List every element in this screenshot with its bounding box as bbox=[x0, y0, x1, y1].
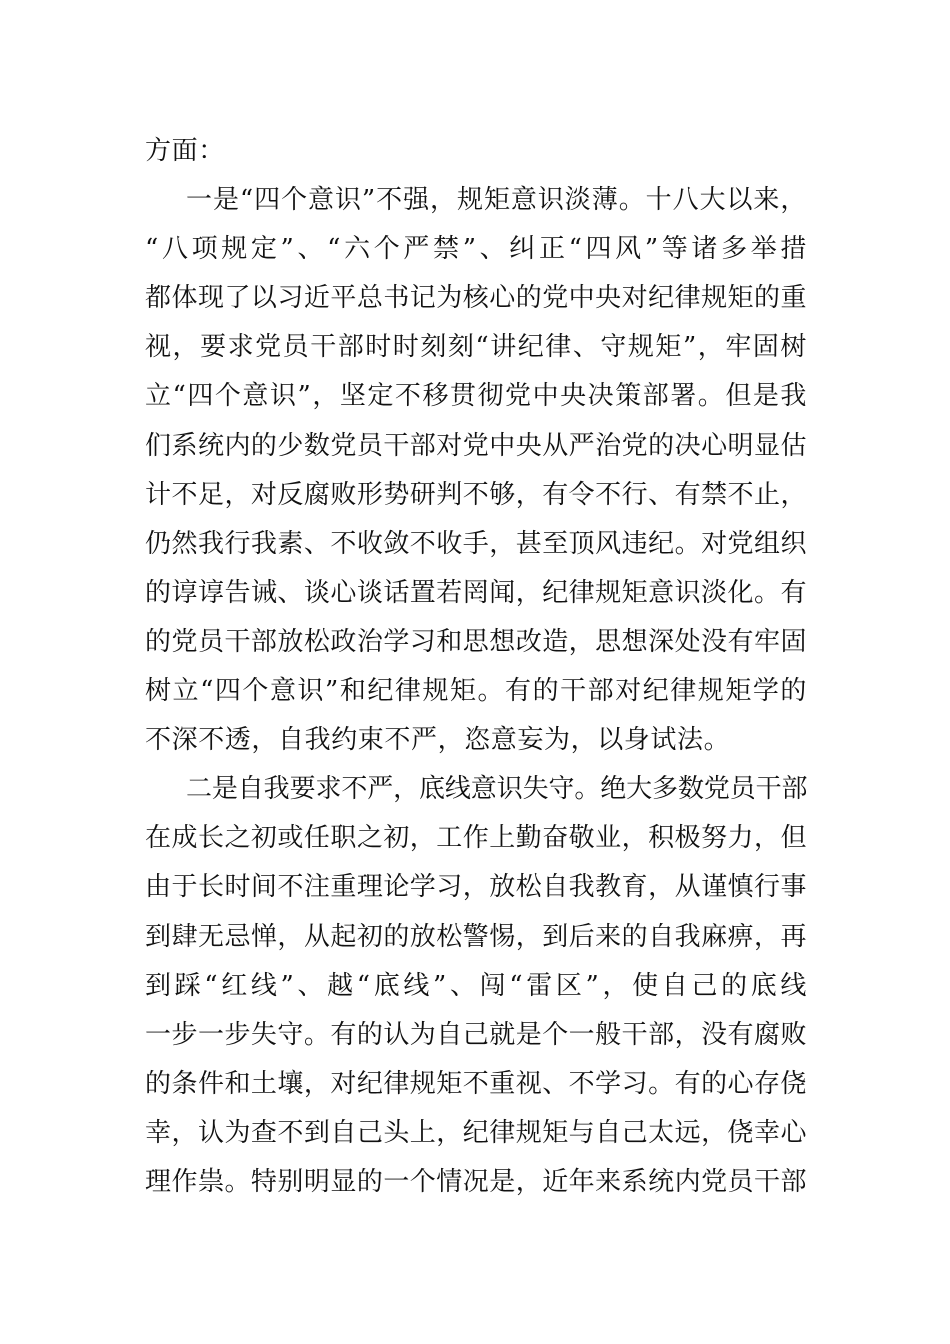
text-line: “八项规定”、“六个严禁”、纠正“四风”等诸多举措 bbox=[145, 234, 807, 265]
text-line: 们系统内的少数党员干部对党中央从严治党的决心明显估 bbox=[145, 430, 808, 461]
text-line: 视，要求党员干部时时刻刻“讲纪律、守规矩”，牢固树 bbox=[145, 332, 807, 363]
text-line: 都体现了以习近平总书记为核心的党中央对纪律规矩的重 bbox=[145, 283, 808, 314]
text-line: 仍然我行我素、不收敛不收手，甚至顶风违纪。对党组织 bbox=[145, 528, 808, 559]
text-line: 方面： bbox=[145, 136, 225, 166]
text-line: 到肆无忌惮，从起初的放松警惕，到后来的自我麻痹，再 bbox=[145, 921, 808, 952]
body-text bbox=[145, 127, 807, 1207]
text-line: 一步一步失守。有的认为自己就是个一般干部，没有腐败 bbox=[145, 1019, 808, 1050]
text-line: 立“四个意识”，坚定不移贯彻党中央决策部署。但是我 bbox=[145, 381, 807, 412]
text-line: 幸，认为查不到自己头上，纪律规矩与自己太远，侥幸心 bbox=[145, 1117, 808, 1148]
text-line: 树立“四个意识”和纪律规矩。有的干部对纪律规矩学的 bbox=[145, 676, 807, 707]
text-line: 计不足，对反腐败形势研判不够，有令不行、有禁不止， bbox=[145, 479, 808, 510]
text-line: 的党员干部放松政治学习和思想改造，思想深处没有牢固 bbox=[145, 626, 808, 657]
text-line: 到踩“红线”、越“底线”、闯“雷区”，使自己的底线 bbox=[145, 970, 807, 1001]
text-line: 的条件和土壤，对纪律规矩不重视、不学习。有的心存侥 bbox=[145, 1068, 808, 1099]
text-line: 理作祟。特别明显的一个情况是，近年来系统内党员干部 bbox=[145, 1166, 808, 1197]
text-line: 不深不透，自我约束不严，恣意妄为，以身试法。 bbox=[145, 725, 731, 756]
text-line: 由于长时间不注重理论学习，放松自我教育，从谨慎行事 bbox=[145, 872, 808, 903]
text-line: 二是自我要求不严，底线意识失守。绝大多数党员干部 bbox=[186, 774, 808, 805]
text-line: 的谆谆告诫、谈心谈话置若罔闻，纪律规矩意识淡化。有 bbox=[145, 577, 808, 608]
text-line: 在成长之初或任职之初，工作上勤奋敬业，积极努力，但 bbox=[145, 823, 808, 854]
text-line: 一是“四个意识”不强，规矩意识淡薄。十八大以来， bbox=[186, 185, 807, 216]
